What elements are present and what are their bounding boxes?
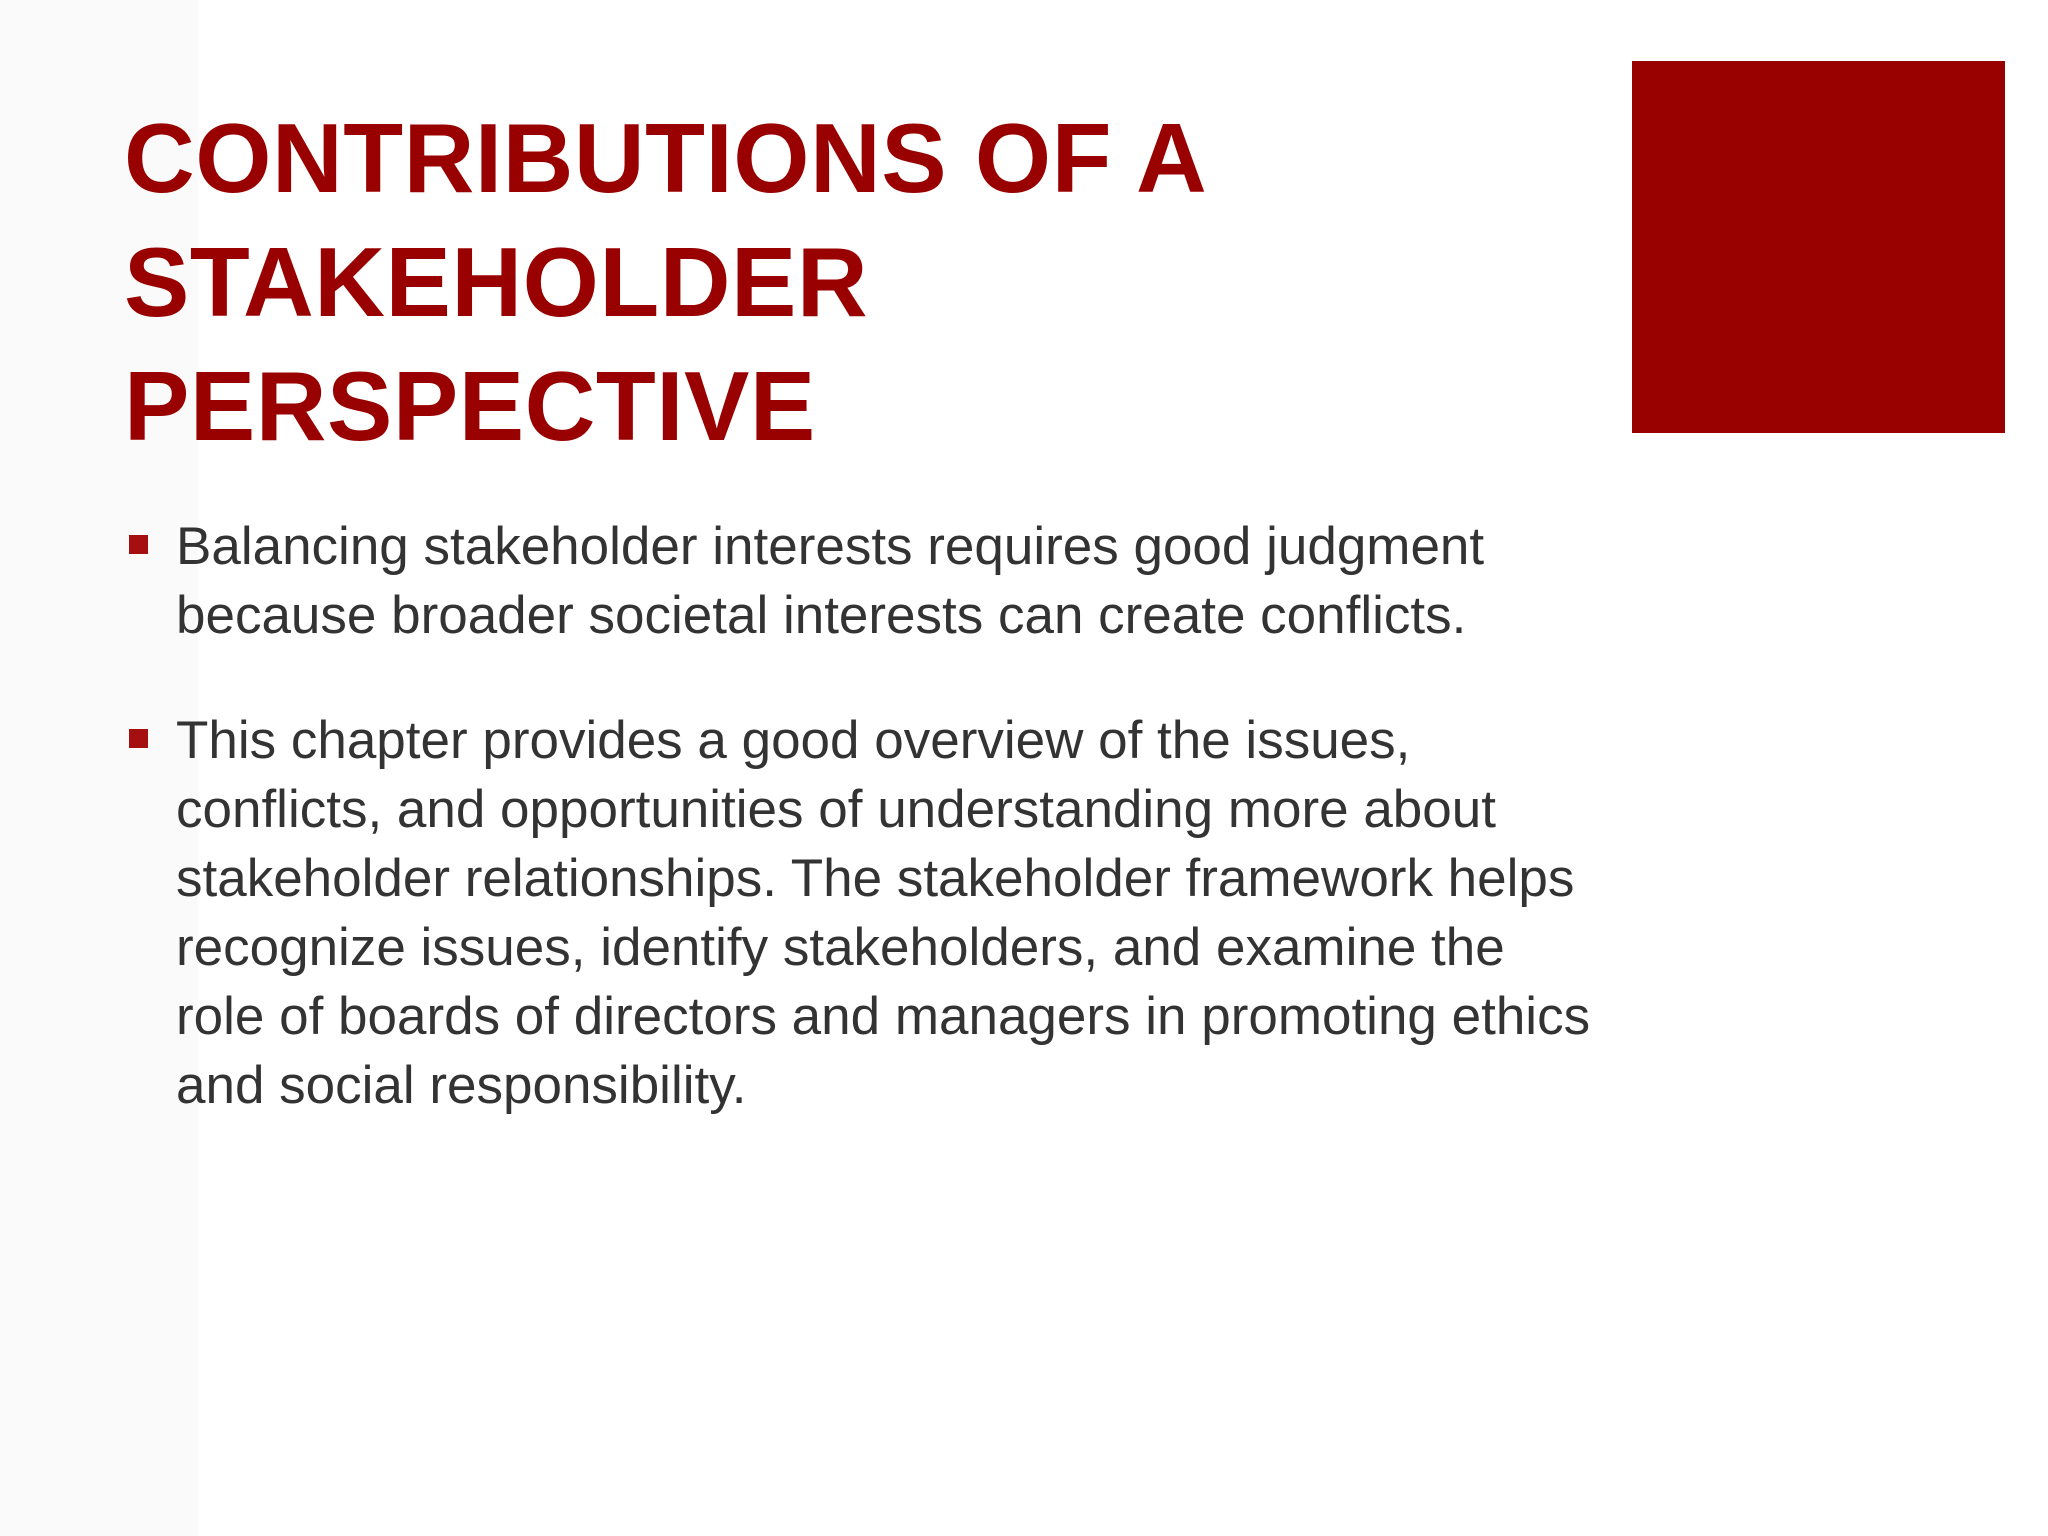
accent-square: [1632, 61, 2005, 433]
bullet-item: [124, 706, 1594, 1120]
slide-title: CONTRIBUTIONS OF A STAKEHOLDER PERSPECTIVE: [124, 103, 1204, 461]
square-bullet-icon: [129, 535, 148, 554]
bullet-text: Balancing stakeholder interests requires good judgment because broader societal interests can create conflicts.: [176, 517, 1485, 645]
bullet-list: [124, 512, 1594, 1176]
bullet-text: This chapter provides a good overview of the issues, conflicts, and opportunities of understanding more about stakeholder relationships. The stakeholder framework helps recognize issues, identify stakeholders, and examine the role of boards of directors and managers in promoting ethics and social responsibility.: [176, 711, 1591, 1115]
square-bullet-icon: [129, 729, 148, 748]
bullet-item: [124, 512, 1594, 650]
